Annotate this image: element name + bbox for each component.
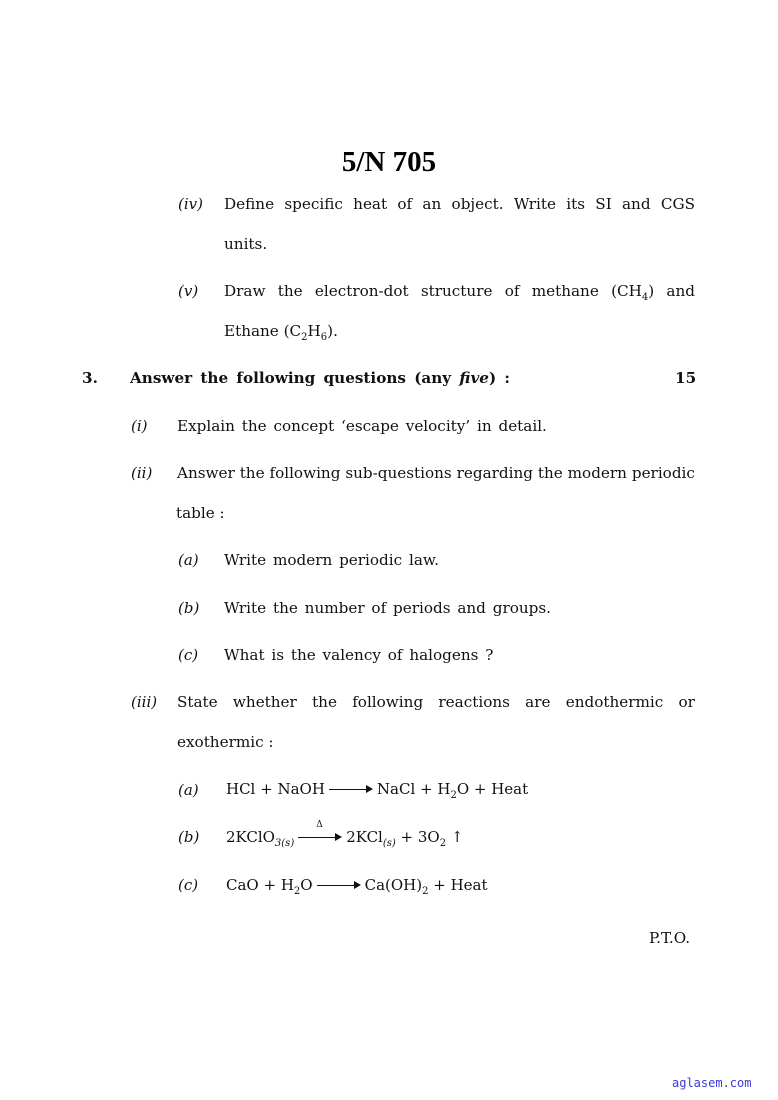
word: and	[621, 195, 651, 213]
word: heat	[353, 195, 388, 213]
word: Write	[513, 195, 556, 213]
word: endothermic	[565, 693, 664, 711]
question-text	[177, 692, 695, 712]
sub-item-label: (a)	[178, 551, 199, 569]
word: of	[397, 195, 413, 213]
sub-item-label: (b)	[178, 828, 200, 846]
word: the	[312, 693, 337, 711]
word: methane	[531, 282, 599, 300]
word: its	[566, 195, 586, 213]
word: following	[352, 693, 424, 711]
page-title: 5/N 705	[341, 146, 437, 178]
word: specific	[284, 195, 343, 213]
question-text-continued: table :	[176, 504, 225, 522]
pto-note: P.T.O.	[649, 929, 691, 947]
right-arrow-icon	[329, 785, 373, 795]
word: object.	[451, 195, 504, 213]
word: an	[422, 195, 442, 213]
question-number: 3.	[82, 369, 98, 387]
item-label: (ii)	[131, 464, 153, 482]
word: sub-questions	[345, 464, 452, 482]
question-text	[224, 281, 695, 301]
sub-question-text: What is the valency of halogens ?	[224, 646, 494, 664]
item-label: (i)	[131, 417, 148, 435]
word: periodic	[631, 464, 695, 482]
word: Define	[224, 195, 275, 213]
item-label: (iv)	[178, 195, 203, 213]
question-text	[177, 463, 695, 483]
right-arrow-icon	[317, 881, 361, 891]
word: and	[666, 282, 695, 300]
word: the	[277, 282, 303, 300]
reaction-equation: CaO + $H_2O$ $Ca(OH)_2$ + Heat	[226, 876, 488, 897]
word: the	[537, 464, 563, 482]
sub-item-label: (c)	[178, 876, 199, 894]
question-text-continued: Ethane $(C_2H_6)$.	[224, 322, 338, 343]
word: SI	[595, 195, 612, 213]
word: are	[525, 693, 551, 711]
question-text	[224, 194, 695, 214]
right-arrow-icon: Δ	[298, 833, 342, 843]
sub-question-text: Write modern periodic law.	[224, 551, 439, 569]
word: Draw	[224, 282, 266, 300]
question-text: Explain the concept ‘escape velocity’ in detail.	[177, 417, 547, 435]
sub-item-label: (a)	[178, 781, 199, 799]
reaction-equation: HCl + NaOH NaCl + $H_2O$ + Heat	[226, 780, 529, 801]
word: Answer	[177, 464, 235, 482]
word: or	[678, 693, 695, 711]
word: following	[269, 464, 341, 482]
word: of	[504, 282, 520, 300]
word: State	[177, 693, 218, 711]
reaction-equation: 2KClO$_{3(s)}$ Δ $2KCl_{(s)} + 3O_2$ ↑	[226, 820, 464, 849]
sub-item-label: (b)	[178, 599, 200, 617]
word: reactions	[438, 693, 510, 711]
question-text-continued: exothermic :	[177, 733, 274, 751]
question-text-continued: units.	[224, 235, 268, 253]
watermark-link[interactable]: aglasem.com	[672, 1076, 752, 1090]
question-instruction: Answer the following questions (any five) :	[130, 369, 511, 387]
marks: 15	[675, 369, 697, 387]
word: electron-dot	[314, 282, 409, 300]
item-label: (v)	[178, 282, 199, 300]
word: regarding	[456, 464, 533, 482]
word: modern	[567, 464, 627, 482]
word: the	[239, 464, 265, 482]
word: CGS	[660, 195, 695, 213]
formula-methane: $(CH_4)$	[611, 282, 655, 303]
sub-item-label: (c)	[178, 646, 199, 664]
sub-question-text: Write the number of periods and groups.	[224, 599, 551, 617]
item-label: (iii)	[131, 693, 158, 711]
word: structure	[420, 282, 493, 300]
word: whether	[232, 693, 297, 711]
